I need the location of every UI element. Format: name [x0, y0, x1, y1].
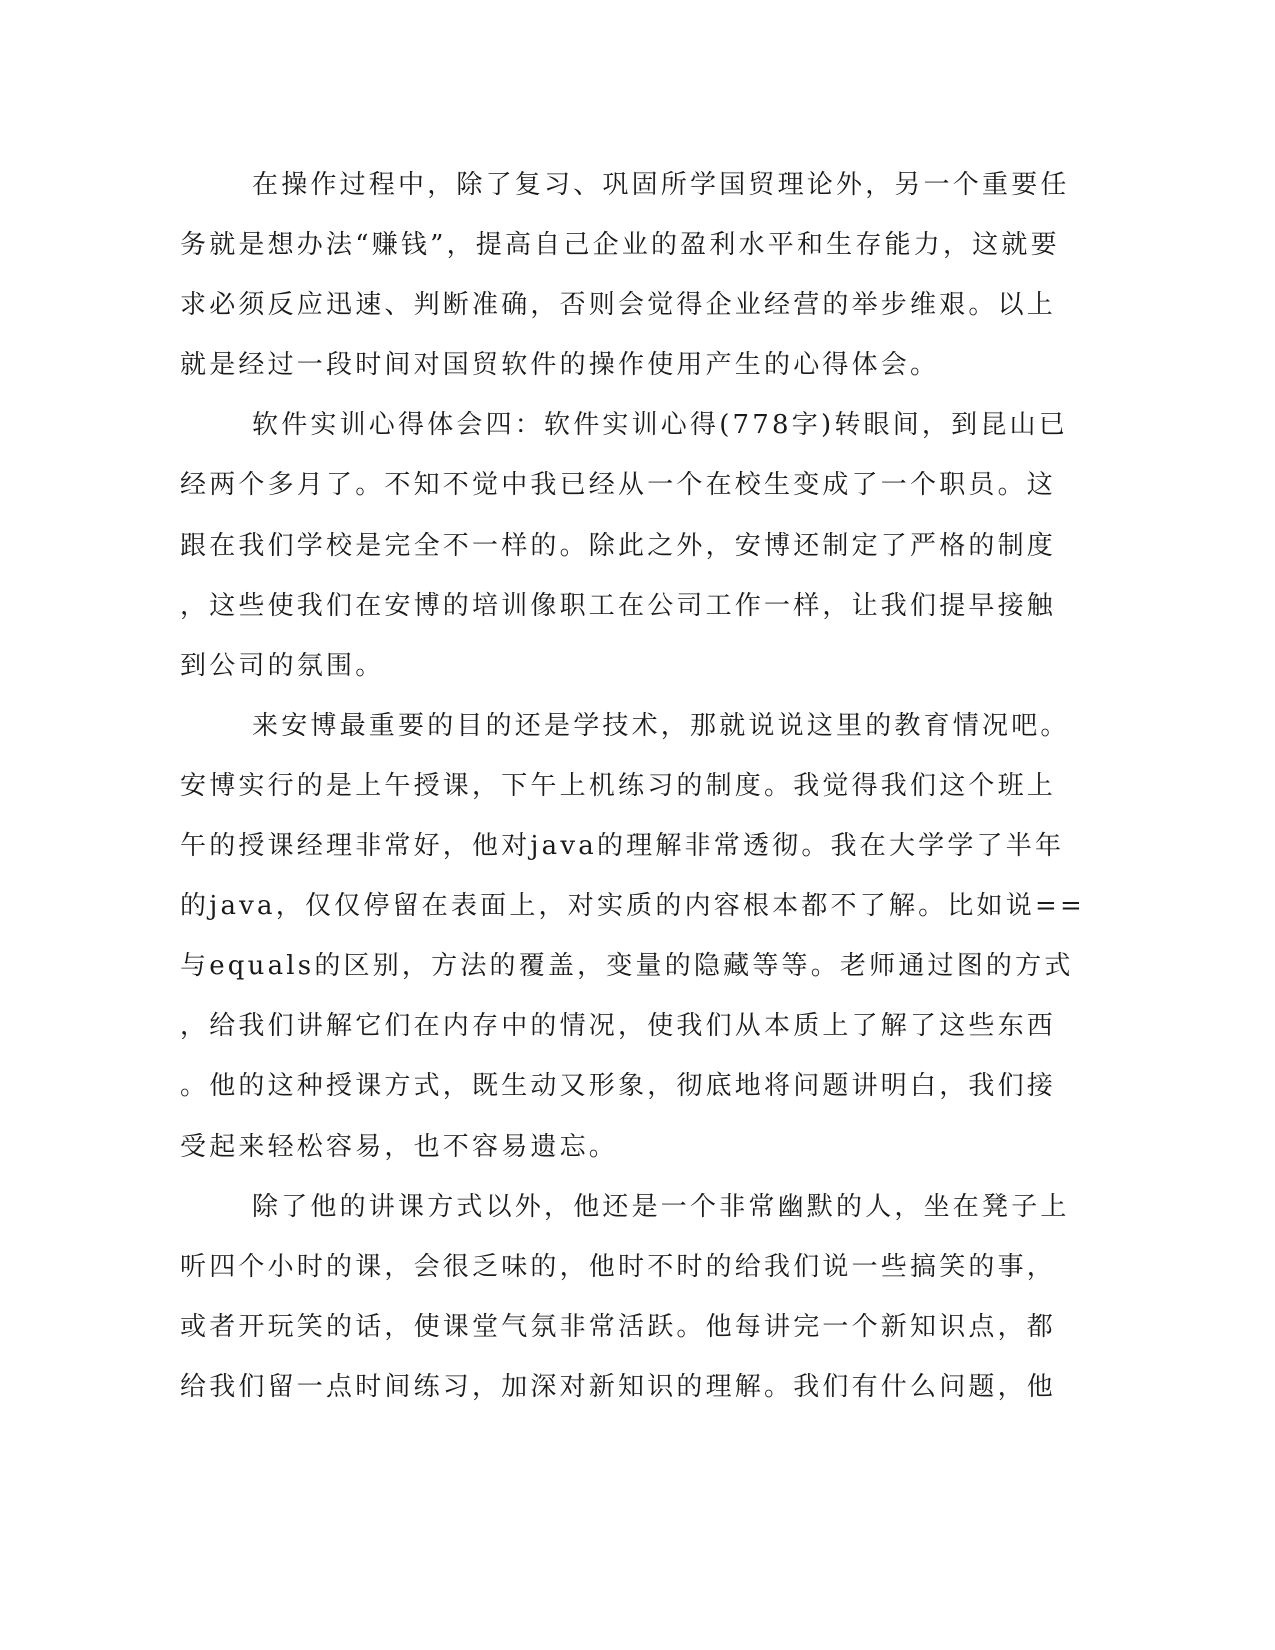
- text-line: 午的授课经理非常好，他对java的理解非常透彻。我在大学学了半年: [180, 831, 1065, 862]
- text-line: 务就是想办法“赚钱”，提高自己企业的盈利水平和生存能力，这就要: [180, 230, 1060, 261]
- text-line: 来安博最重要的目的还是学技术，那就说说这里的教育情况吧。: [252, 710, 1070, 741]
- text-line: 安博实行的是上午授课，下午上机练习的制度。我觉得我们这个班上: [180, 770, 1057, 801]
- text-line: 软件实训心得体会四：软件实训心得(778字)转眼间，到昆山已: [252, 410, 1068, 441]
- text-line: 。他的这种授课方式，既生动又形象，彻底地将问题讲明白，我们接: [180, 1071, 1057, 1102]
- text-line: 或者开玩笑的话，使课堂气氛非常活跃。他每讲完一个新知识点，都: [180, 1311, 1057, 1342]
- text-line: 在操作过程中，除了复习、巩固所学国贸理论外，另一个重要任: [252, 170, 1070, 200]
- text-line: 经两个多月了。不知不觉中我已经从一个在校生变成了一个职员。这: [180, 470, 1057, 501]
- text-line: 给我们留一点时间练习，加深对新知识的理解。我们有什么问题，他: [180, 1371, 1057, 1402]
- text-line: ，这些使我们在安博的培训像职工在公司工作一样，让我们提早接触: [180, 590, 1057, 621]
- text-line: 就是经过一段时间对国贸软件的操作使用产生的心得体会。: [180, 350, 940, 381]
- text-line: 受起来轻松容易，也不容易遗忘。: [180, 1131, 619, 1162]
- text-line: 求必须反应迅速、判断准确，否则会觉得企业经营的举步维艰。以上: [180, 290, 1057, 321]
- document-body: [180, 155, 1085, 1417]
- text-line: 跟在我们学校是完全不一样的。除此之外，安博还制定了严格的制度: [180, 530, 1057, 561]
- paragraph-2: [180, 395, 1068, 695]
- paragraph-3: [180, 696, 1085, 1177]
- text-line: 到公司的氛围。: [180, 650, 385, 681]
- text-line: 听四个小时的课，会很乏味的，他时不时的给我们说一些搞笑的事，: [180, 1251, 1057, 1282]
- paragraph-4: [180, 1177, 1070, 1417]
- text-line: ，给我们讲解它们在内存中的情况，使我们从本质上了解了这些东西: [180, 1011, 1057, 1042]
- text-line: 的java，仅仅停留在表面上，对实质的内容根本都不了解。比如说==: [180, 891, 1085, 922]
- paragraph-1: [180, 155, 1070, 395]
- text-line: 除了他的讲课方式以外，他还是一个非常幽默的人，坐在凳子上: [252, 1191, 1070, 1222]
- text-line: 与equals的区别，方法的覆盖，变量的隐藏等等。老师通过图的方式: [180, 951, 1074, 982]
